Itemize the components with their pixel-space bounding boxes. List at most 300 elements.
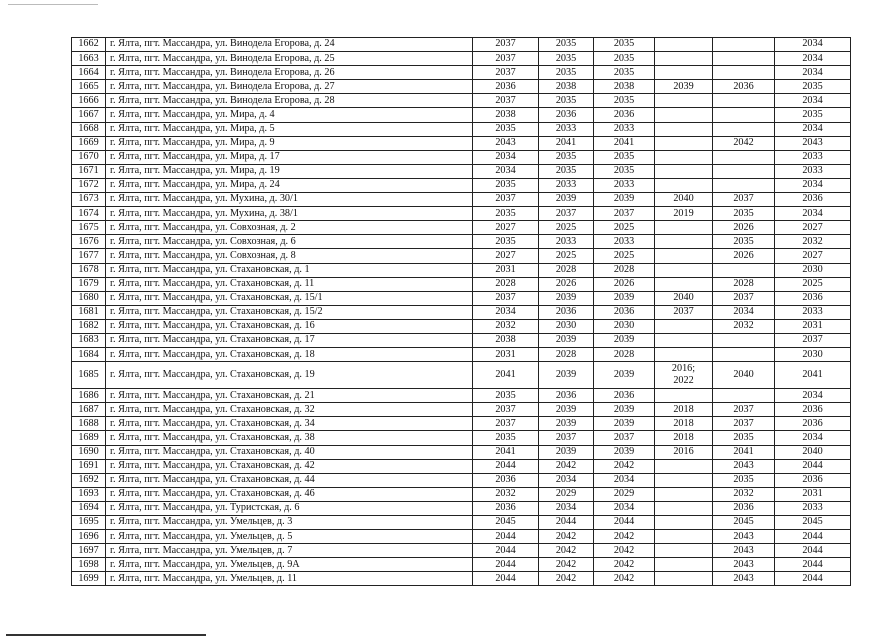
year-col-4 (655, 52, 713, 66)
year-col-6: 2040 (775, 445, 851, 459)
year-col-2: 2038 (539, 80, 594, 94)
year-col-6: 2030 (775, 263, 851, 277)
row-number: 1667 (72, 108, 106, 122)
year-col-6: 2034 (775, 52, 851, 66)
year-col-1: 2037 (473, 417, 539, 431)
year-col-1: 2031 (473, 263, 539, 277)
year-col-6: 2033 (775, 501, 851, 515)
table-row (72, 164, 851, 178)
address-cell: г. Ялта, пгт. Массандра, ул. Мухина, д. 30/1 (106, 193, 473, 207)
address-cell: г. Ялта, пгт. Массандра, ул. Винодела Егорова, д. 24 (106, 38, 473, 52)
address-cell: г. Ялта, пгт. Массандра, ул. Стахановская, д. 32 (106, 403, 473, 417)
year-col-5: 2035 (713, 207, 775, 221)
year-col-5 (713, 66, 775, 80)
address-cell: г. Ялта, пгт. Массандра, ул. Винодела Егорова, д. 25 (106, 52, 473, 66)
year-col-3: 2038 (594, 80, 655, 94)
year-col-5: 2043 (713, 558, 775, 572)
year-col-6: 2036 (775, 403, 851, 417)
year-col-5: 2028 (713, 277, 775, 291)
year-col-4 (655, 459, 713, 473)
year-col-5: 2043 (713, 544, 775, 558)
row-number: 1668 (72, 122, 106, 136)
year-col-2: 2029 (539, 487, 594, 501)
row-number: 1685 (72, 362, 106, 389)
year-col-3: 2042 (594, 544, 655, 558)
year-col-4 (655, 150, 713, 164)
year-col-4: 2016 (655, 445, 713, 459)
year-col-6: 2044 (775, 558, 851, 572)
address-cell: г. Ялта, пгт. Массандра, ул. Умельцев, д. 11 (106, 572, 473, 586)
address-cell: г. Ялта, пгт. Массандра, ул. Мира, д. 9 (106, 136, 473, 150)
year-col-6: 2033 (775, 164, 851, 178)
table-row (72, 221, 851, 235)
address-cell: г. Ялта, пгт. Массандра, ул. Стахановская, д. 11 (106, 277, 473, 291)
table-row (72, 277, 851, 291)
year-col-6: 2034 (775, 431, 851, 445)
table-row (72, 530, 851, 544)
year-col-1: 2035 (473, 235, 539, 249)
year-col-1: 2041 (473, 445, 539, 459)
row-number: 1698 (72, 558, 106, 572)
address-cell: г. Ялта, пгт. Массандра, ул. Стахановская, д. 21 (106, 389, 473, 403)
year-col-6: 2036 (775, 473, 851, 487)
year-col-2: 2036 (539, 305, 594, 319)
address-cell: г. Ялта, пгт. Массандра, ул. Винодела Егорова, д. 27 (106, 80, 473, 94)
year-col-6: 2036 (775, 417, 851, 431)
address-cell: г. Ялта, пгт. Массандра, ул. Стахановская, д. 44 (106, 473, 473, 487)
year-col-5 (713, 333, 775, 347)
row-number: 1697 (72, 544, 106, 558)
row-number: 1674 (72, 207, 106, 221)
year-col-5: 2040 (713, 362, 775, 389)
year-col-5: 2037 (713, 417, 775, 431)
year-col-1: 2034 (473, 305, 539, 319)
year-col-1: 2027 (473, 249, 539, 263)
address-cell: г. Ялта, пгт. Массандра, ул. Стахановская, д. 34 (106, 417, 473, 431)
year-col-3: 2042 (594, 558, 655, 572)
row-number: 1673 (72, 193, 106, 207)
table-row (72, 403, 851, 417)
year-col-2: 2042 (539, 530, 594, 544)
year-col-3: 2036 (594, 305, 655, 319)
year-col-6: 2034 (775, 389, 851, 403)
row-number: 1676 (72, 235, 106, 249)
row-number: 1694 (72, 501, 106, 515)
address-cell: г. Ялта, пгт. Массандра, ул. Стахановская, д. 18 (106, 348, 473, 362)
year-col-2: 2036 (539, 389, 594, 403)
year-col-4: 2018 (655, 403, 713, 417)
table-row (72, 319, 851, 333)
year-col-4 (655, 544, 713, 558)
table-row (72, 572, 851, 586)
table-row (72, 263, 851, 277)
table-row (72, 445, 851, 459)
year-col-1: 2037 (473, 403, 539, 417)
year-col-4 (655, 516, 713, 530)
row-number: 1693 (72, 487, 106, 501)
year-col-6: 2035 (775, 108, 851, 122)
table-row (72, 94, 851, 108)
year-col-1: 2036 (473, 80, 539, 94)
year-col-2: 2039 (539, 291, 594, 305)
row-number: 1696 (72, 530, 106, 544)
year-col-6: 2034 (775, 178, 851, 192)
year-col-5 (713, 94, 775, 108)
year-col-5: 2035 (713, 473, 775, 487)
address-cell: г. Ялта, пгт. Массандра, ул. Стахановская, д. 1 (106, 263, 473, 277)
year-col-3: 2033 (594, 122, 655, 136)
year-col-6: 2034 (775, 38, 851, 52)
row-number: 1687 (72, 403, 106, 417)
year-col-1: 2034 (473, 164, 539, 178)
year-col-1: 2038 (473, 108, 539, 122)
year-col-5: 2045 (713, 516, 775, 530)
year-col-1: 2038 (473, 333, 539, 347)
year-col-1: 2035 (473, 207, 539, 221)
row-number: 1688 (72, 417, 106, 431)
year-col-4 (655, 501, 713, 515)
table-row (72, 544, 851, 558)
year-col-3: 2028 (594, 348, 655, 362)
year-col-5 (713, 38, 775, 52)
address-cell: г. Ялта, пгт. Массандра, ул. Мира, д. 19 (106, 164, 473, 178)
year-col-2: 2039 (539, 445, 594, 459)
address-cell: г. Ялта, пгт. Массандра, ул. Совхозная, д. 2 (106, 221, 473, 235)
year-col-1: 2035 (473, 178, 539, 192)
year-col-5: 2026 (713, 221, 775, 235)
row-number: 1679 (72, 277, 106, 291)
year-col-5: 2032 (713, 319, 775, 333)
year-col-1: 2036 (473, 473, 539, 487)
year-col-4 (655, 277, 713, 291)
year-col-1: 2044 (473, 544, 539, 558)
year-col-2: 2039 (539, 403, 594, 417)
year-col-2: 2034 (539, 473, 594, 487)
year-col-1: 2043 (473, 136, 539, 150)
table-row (72, 207, 851, 221)
year-col-4 (655, 178, 713, 192)
table-row (72, 80, 851, 94)
row-number: 1683 (72, 333, 106, 347)
year-col-4: 2037 (655, 305, 713, 319)
year-col-2: 2026 (539, 277, 594, 291)
row-number: 1689 (72, 431, 106, 445)
row-number: 1691 (72, 459, 106, 473)
year-col-2: 2042 (539, 544, 594, 558)
year-col-5: 2035 (713, 431, 775, 445)
year-col-2: 2037 (539, 207, 594, 221)
year-col-4-line-2: 2022 (673, 375, 694, 387)
year-col-1: 2035 (473, 431, 539, 445)
year-col-2: 2035 (539, 38, 594, 52)
year-col-2: 2042 (539, 572, 594, 586)
table-row (72, 38, 851, 52)
year-col-3: 2025 (594, 249, 655, 263)
table-row (72, 431, 851, 445)
year-col-3: 2035 (594, 52, 655, 66)
table-row (72, 249, 851, 263)
year-col-4 (655, 94, 713, 108)
year-col-6: 2034 (775, 66, 851, 80)
year-col-3: 2039 (594, 403, 655, 417)
year-col-4 (655, 348, 713, 362)
table-row (72, 136, 851, 150)
year-col-5: 2036 (713, 80, 775, 94)
year-col-4 (655, 108, 713, 122)
row-number: 1682 (72, 319, 106, 333)
year-col-4 (655, 473, 713, 487)
year-col-3: 2035 (594, 66, 655, 80)
year-col-5 (713, 52, 775, 66)
year-col-2: 2036 (539, 108, 594, 122)
year-col-1: 2035 (473, 389, 539, 403)
year-col-1: 2032 (473, 487, 539, 501)
address-cell: г. Ялта, пгт. Массандра, ул. Совхозная, д. 8 (106, 249, 473, 263)
year-col-2: 2034 (539, 501, 594, 515)
row-number: 1680 (72, 291, 106, 305)
year-col-4 (655, 235, 713, 249)
year-col-6: 2043 (775, 136, 851, 150)
year-col-3: 2034 (594, 473, 655, 487)
year-col-5 (713, 122, 775, 136)
address-cell: г. Ялта, пгт. Массандра, ул. Мира, д. 17 (106, 150, 473, 164)
year-col-5: 2035 (713, 235, 775, 249)
row-number: 1677 (72, 249, 106, 263)
year-col-2: 2033 (539, 235, 594, 249)
year-col-1: 2031 (473, 348, 539, 362)
year-col-3: 2037 (594, 207, 655, 221)
year-col-6: 2034 (775, 207, 851, 221)
year-col-1: 2032 (473, 319, 539, 333)
address-cell: г. Ялта, пгт. Массандра, ул. Винодела Егорова, д. 28 (106, 94, 473, 108)
year-col-5: 2026 (713, 249, 775, 263)
year-col-6: 2031 (775, 487, 851, 501)
row-number: 1699 (72, 572, 106, 586)
year-col-5: 2036 (713, 501, 775, 515)
year-col-2: 2028 (539, 348, 594, 362)
address-cell: г. Ялта, пгт. Массандра, ул. Стахановская, д. 19 (106, 362, 473, 389)
year-col-5 (713, 178, 775, 192)
table-row (72, 52, 851, 66)
table-row (72, 473, 851, 487)
year-col-2: 2039 (539, 333, 594, 347)
year-col-1: 2036 (473, 501, 539, 515)
year-col-2: 2033 (539, 122, 594, 136)
year-col-2: 2025 (539, 249, 594, 263)
year-col-5 (713, 108, 775, 122)
year-col-2: 2044 (539, 516, 594, 530)
year-col-4 (655, 122, 713, 136)
year-col-3: 2029 (594, 487, 655, 501)
table-row (72, 333, 851, 347)
year-col-2: 2028 (539, 263, 594, 277)
year-col-3: 2042 (594, 459, 655, 473)
year-col-4 (655, 389, 713, 403)
row-number: 1670 (72, 150, 106, 164)
year-col-3: 2039 (594, 445, 655, 459)
year-col-2: 2041 (539, 136, 594, 150)
year-col-6: 2041 (775, 362, 851, 389)
address-cell: г. Ялта, пгт. Массандра, ул. Умельцев, д. 9А (106, 558, 473, 572)
year-col-5: 2032 (713, 487, 775, 501)
address-cell: г. Ялта, пгт. Массандра, ул. Мира, д. 24 (106, 178, 473, 192)
year-col-2: 2039 (539, 417, 594, 431)
year-col-1: 2037 (473, 52, 539, 66)
year-col-3: 2026 (594, 277, 655, 291)
year-col-6: 2036 (775, 193, 851, 207)
year-col-1: 2044 (473, 558, 539, 572)
address-cell: г. Ялта, пгт. Массандра, ул. Стахановская, д. 17 (106, 333, 473, 347)
year-col-4 (655, 66, 713, 80)
year-col-6: 2037 (775, 333, 851, 347)
year-col-5 (713, 389, 775, 403)
year-col-5: 2034 (713, 305, 775, 319)
table-row (72, 235, 851, 249)
year-col-5: 2037 (713, 193, 775, 207)
table-row (72, 558, 851, 572)
year-col-6: 2044 (775, 544, 851, 558)
row-number: 1666 (72, 94, 106, 108)
year-col-4 (655, 558, 713, 572)
year-col-3: 2035 (594, 164, 655, 178)
year-col-5: 2043 (713, 530, 775, 544)
year-col-5: 2043 (713, 572, 775, 586)
year-col-6: 2033 (775, 305, 851, 319)
row-number: 1662 (72, 38, 106, 52)
address-cell: г. Ялта, пгт. Массандра, ул. Стахановская, д. 16 (106, 319, 473, 333)
year-col-3: 2028 (594, 263, 655, 277)
table-row (72, 417, 851, 431)
year-col-2: 2042 (539, 459, 594, 473)
year-col-2: 2035 (539, 66, 594, 80)
address-cell: г. Ялта, пгт. Массандра, ул. Мухина, д. 38/1 (106, 207, 473, 221)
year-col-3: 2036 (594, 389, 655, 403)
year-col-6: 2035 (775, 80, 851, 94)
year-col-2: 2025 (539, 221, 594, 235)
row-number: 1690 (72, 445, 106, 459)
row-number: 1678 (72, 263, 106, 277)
year-col-3: 2041 (594, 136, 655, 150)
address-cell: г. Ялта, пгт. Массандра, ул. Мира, д. 5 (106, 122, 473, 136)
year-col-3: 2039 (594, 193, 655, 207)
row-number: 1686 (72, 389, 106, 403)
address-cell: г. Ялта, пгт. Массандра, ул. Стахановская, д. 42 (106, 459, 473, 473)
table-body (72, 38, 851, 586)
address-cell: г. Ялта, пгт. Массандра, ул. Стахановская, д. 15/1 (106, 291, 473, 305)
year-col-2: 2030 (539, 319, 594, 333)
year-col-3: 2042 (594, 530, 655, 544)
year-col-4 (655, 136, 713, 150)
year-col-6: 2044 (775, 459, 851, 473)
year-col-1: 2037 (473, 66, 539, 80)
year-col-6: 2032 (775, 235, 851, 249)
year-col-5: 2037 (713, 291, 775, 305)
address-cell: г. Ялта, пгт. Массандра, ул. Стахановская, д. 15/2 (106, 305, 473, 319)
year-col-5: 2043 (713, 459, 775, 473)
table-row (72, 516, 851, 530)
table-row (72, 291, 851, 305)
row-number: 1695 (72, 516, 106, 530)
year-col-2: 2042 (539, 558, 594, 572)
year-col-4 (655, 38, 713, 52)
year-col-3: 2039 (594, 417, 655, 431)
year-col-6: 2036 (775, 291, 851, 305)
row-number: 1671 (72, 164, 106, 178)
year-col-1: 2045 (473, 516, 539, 530)
year-col-6: 2033 (775, 150, 851, 164)
address-cell: г. Ялта, пгт. Массандра, ул. Мира, д. 4 (106, 108, 473, 122)
row-number: 1665 (72, 80, 106, 94)
year-col-4 (655, 263, 713, 277)
row-number: 1664 (72, 66, 106, 80)
year-col-4 (655, 249, 713, 263)
year-col-2: 2037 (539, 431, 594, 445)
year-col-4 (655, 164, 713, 178)
year-col-2: 2035 (539, 164, 594, 178)
year-col-5 (713, 348, 775, 362)
table-row (72, 487, 851, 501)
year-col-4 (655, 333, 713, 347)
table-row (72, 150, 851, 164)
year-col-4: 2040 (655, 291, 713, 305)
year-col-1: 2044 (473, 530, 539, 544)
year-col-6: 2044 (775, 572, 851, 586)
row-number: 1684 (72, 348, 106, 362)
year-col-5: 2037 (713, 403, 775, 417)
row-number: 1669 (72, 136, 106, 150)
year-col-5: 2041 (713, 445, 775, 459)
address-cell: г. Ялта, пгт. Массандра, ул. Умельцев, д. 7 (106, 544, 473, 558)
table-row (72, 501, 851, 515)
table-row (72, 66, 851, 80)
year-col-3: 2035 (594, 150, 655, 164)
year-col-4 (655, 572, 713, 586)
table-row (72, 122, 851, 136)
year-col-5 (713, 263, 775, 277)
year-col-2: 2033 (539, 178, 594, 192)
year-col-4 (655, 487, 713, 501)
year-col-1: 2041 (473, 362, 539, 389)
year-col-6: 2030 (775, 348, 851, 362)
table-row (72, 362, 851, 389)
row-number: 1681 (72, 305, 106, 319)
year-col-4-line-1: 2016; (671, 363, 696, 375)
year-col-5 (713, 150, 775, 164)
year-col-3: 2030 (594, 319, 655, 333)
year-col-6: 2027 (775, 221, 851, 235)
year-col-3: 2039 (594, 362, 655, 389)
year-col-3: 2025 (594, 221, 655, 235)
address-cell: г. Ялта, пгт. Массандра, ул. Совхозная, д. 6 (106, 235, 473, 249)
address-cell: г. Ялта, пгт. Массандра, ул. Стахановская, д. 46 (106, 487, 473, 501)
year-col-3: 2035 (594, 94, 655, 108)
year-col-1: 2034 (473, 150, 539, 164)
year-col-2: 2035 (539, 52, 594, 66)
year-col-4: 2019 (655, 207, 713, 221)
year-col-3: 2044 (594, 516, 655, 530)
year-col-4 (655, 530, 713, 544)
year-col-6: 2034 (775, 94, 851, 108)
year-col-1: 2027 (473, 221, 539, 235)
year-col-1: 2044 (473, 572, 539, 586)
row-number: 1692 (72, 473, 106, 487)
year-col-3: 2035 (594, 38, 655, 52)
address-cell: г. Ялта, пгт. Массандра, ул. Умельцев, д. 5 (106, 530, 473, 544)
year-col-4: 2040 (655, 193, 713, 207)
year-col-6: 2044 (775, 530, 851, 544)
year-col-4 (655, 362, 713, 389)
address-cell: г. Ялта, пгт. Массандра, ул. Стахановская, д. 40 (106, 445, 473, 459)
